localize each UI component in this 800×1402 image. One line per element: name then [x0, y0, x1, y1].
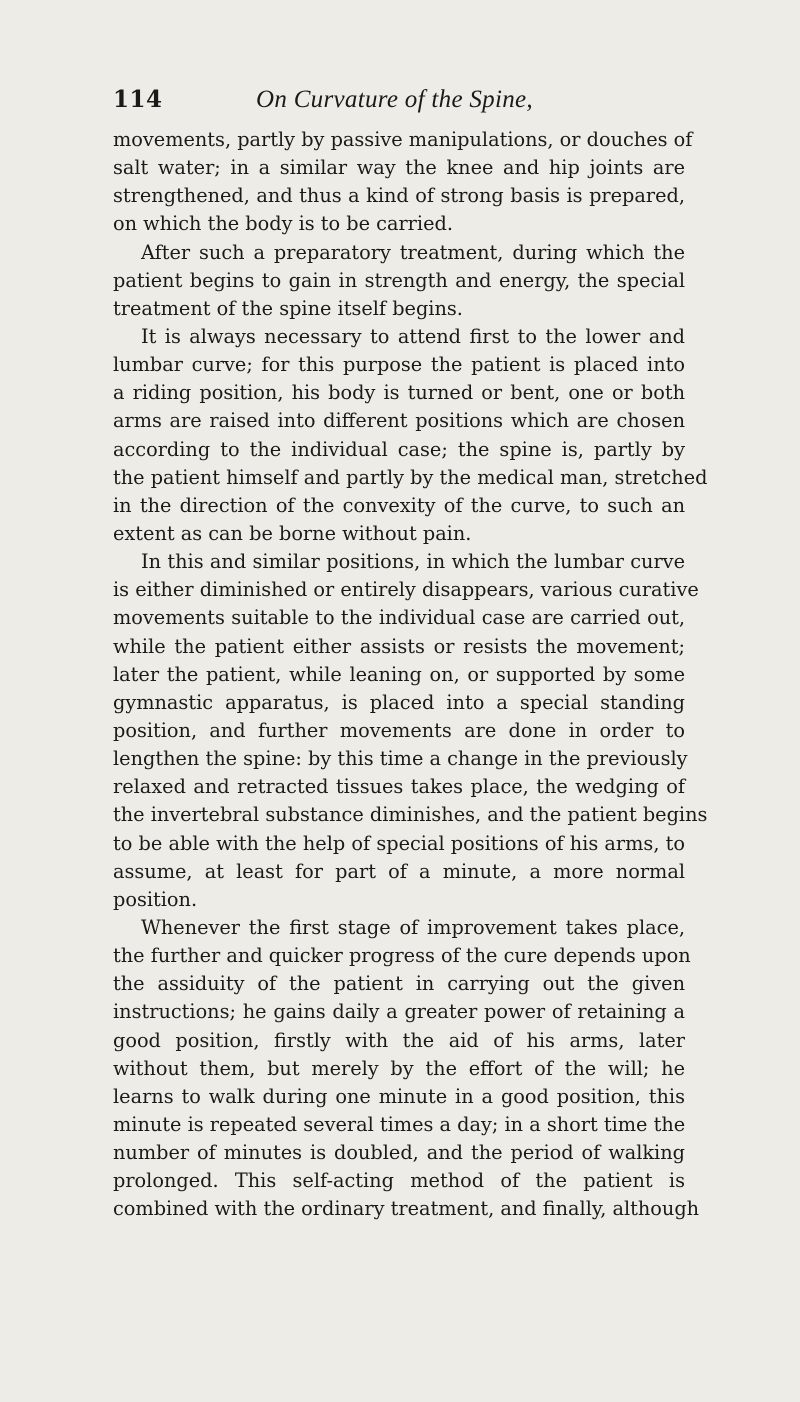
text-line: treatment of the spine itself begins.: [113, 296, 463, 320]
text-line: instructions; he gains daily a greater power of retaining a: [113, 1000, 685, 1024]
running-title: On Curvature of the Spine,: [256, 86, 533, 113]
text-line: In this and similar positions, in which the lumbar curve: [141, 550, 685, 574]
text-line: It is always necessary to attend first to the lower and: [141, 324, 685, 348]
text-line: without them, but merely by the effort of the will; he: [113, 1056, 685, 1080]
text-line: number of minutes is doubled, and the period of walking: [113, 1141, 685, 1165]
text-line: according to the individual case; the spine is, partly by: [113, 437, 685, 461]
body-text: [113, 126, 708, 1223]
text-line: a riding position, his body is turned or bent, one or both: [113, 381, 685, 405]
text-line: the further and quicker progress of the cure depends upon: [113, 944, 691, 968]
text-line: assume, at least for part of a minute, a more normal: [113, 859, 685, 883]
page-number: 114: [113, 86, 163, 113]
text-line: to be able with the help of special positions of his arms, to: [113, 831, 685, 855]
text-line: lengthen the spine: by this time a change in the previously: [113, 747, 688, 771]
text-line: arms are raised into different positions which are chosen: [113, 409, 685, 433]
text-line: patient begins to gain in strength and energy, the special: [113, 268, 685, 292]
text-line: good position, firstly with the aid of his arms, later: [113, 1028, 685, 1052]
text-line: Whenever the first stage of improvement takes place,: [141, 915, 685, 939]
text-line: later the patient, while leaning on, or supported by some: [113, 662, 685, 686]
text-line: movements suitable to the individual case are carried out,: [113, 606, 685, 630]
text-line: position, and further movements are done in order to: [113, 718, 685, 742]
text-line: extent as can be borne without pain.: [113, 521, 472, 545]
text-line: the invertebral substance diminishes, and the patient begins: [113, 803, 708, 827]
text-line: is either diminished or entirely disappears, various curative: [113, 578, 699, 602]
text-line: movements, partly by passive manipulations, or douches of: [113, 128, 693, 151]
text-line: position.: [113, 887, 198, 911]
text-line: combined with the ordinary treatment, and finally, although: [113, 1197, 700, 1221]
text-line: minute is repeated several times a day; in a short time the: [113, 1112, 686, 1136]
text-line: on which the body is to be carried.: [113, 212, 453, 236]
text-line: After such a preparatory treatment, during which the: [141, 240, 685, 264]
text-line: the patient himself and partly by the medical man, stretched: [113, 465, 708, 489]
text-line: the assiduity of the patient in carrying out the given: [113, 972, 685, 996]
running-head: [113, 86, 683, 120]
text-line: strengthened, and thus a kind of strong basis is prepared,: [113, 184, 685, 208]
text-line: lumbar curve; for this purpose the patient is placed into: [113, 353, 685, 377]
text-line: salt water; in a similar way the knee and hip joints are: [113, 156, 685, 180]
text-line: prolonged. This self-acting method of the patient is: [113, 1169, 685, 1193]
text-line: learns to walk during one minute in a good position, this: [113, 1084, 685, 1108]
text-line: gymnastic apparatus, is placed into a special standing: [113, 690, 685, 714]
text-line: in the direction of the convexity of the curve, to such an: [113, 493, 685, 517]
text-line: while the patient either assists or resists the movement;: [113, 634, 685, 658]
text-line: relaxed and retracted tissues takes place, the wedging of: [113, 775, 685, 799]
